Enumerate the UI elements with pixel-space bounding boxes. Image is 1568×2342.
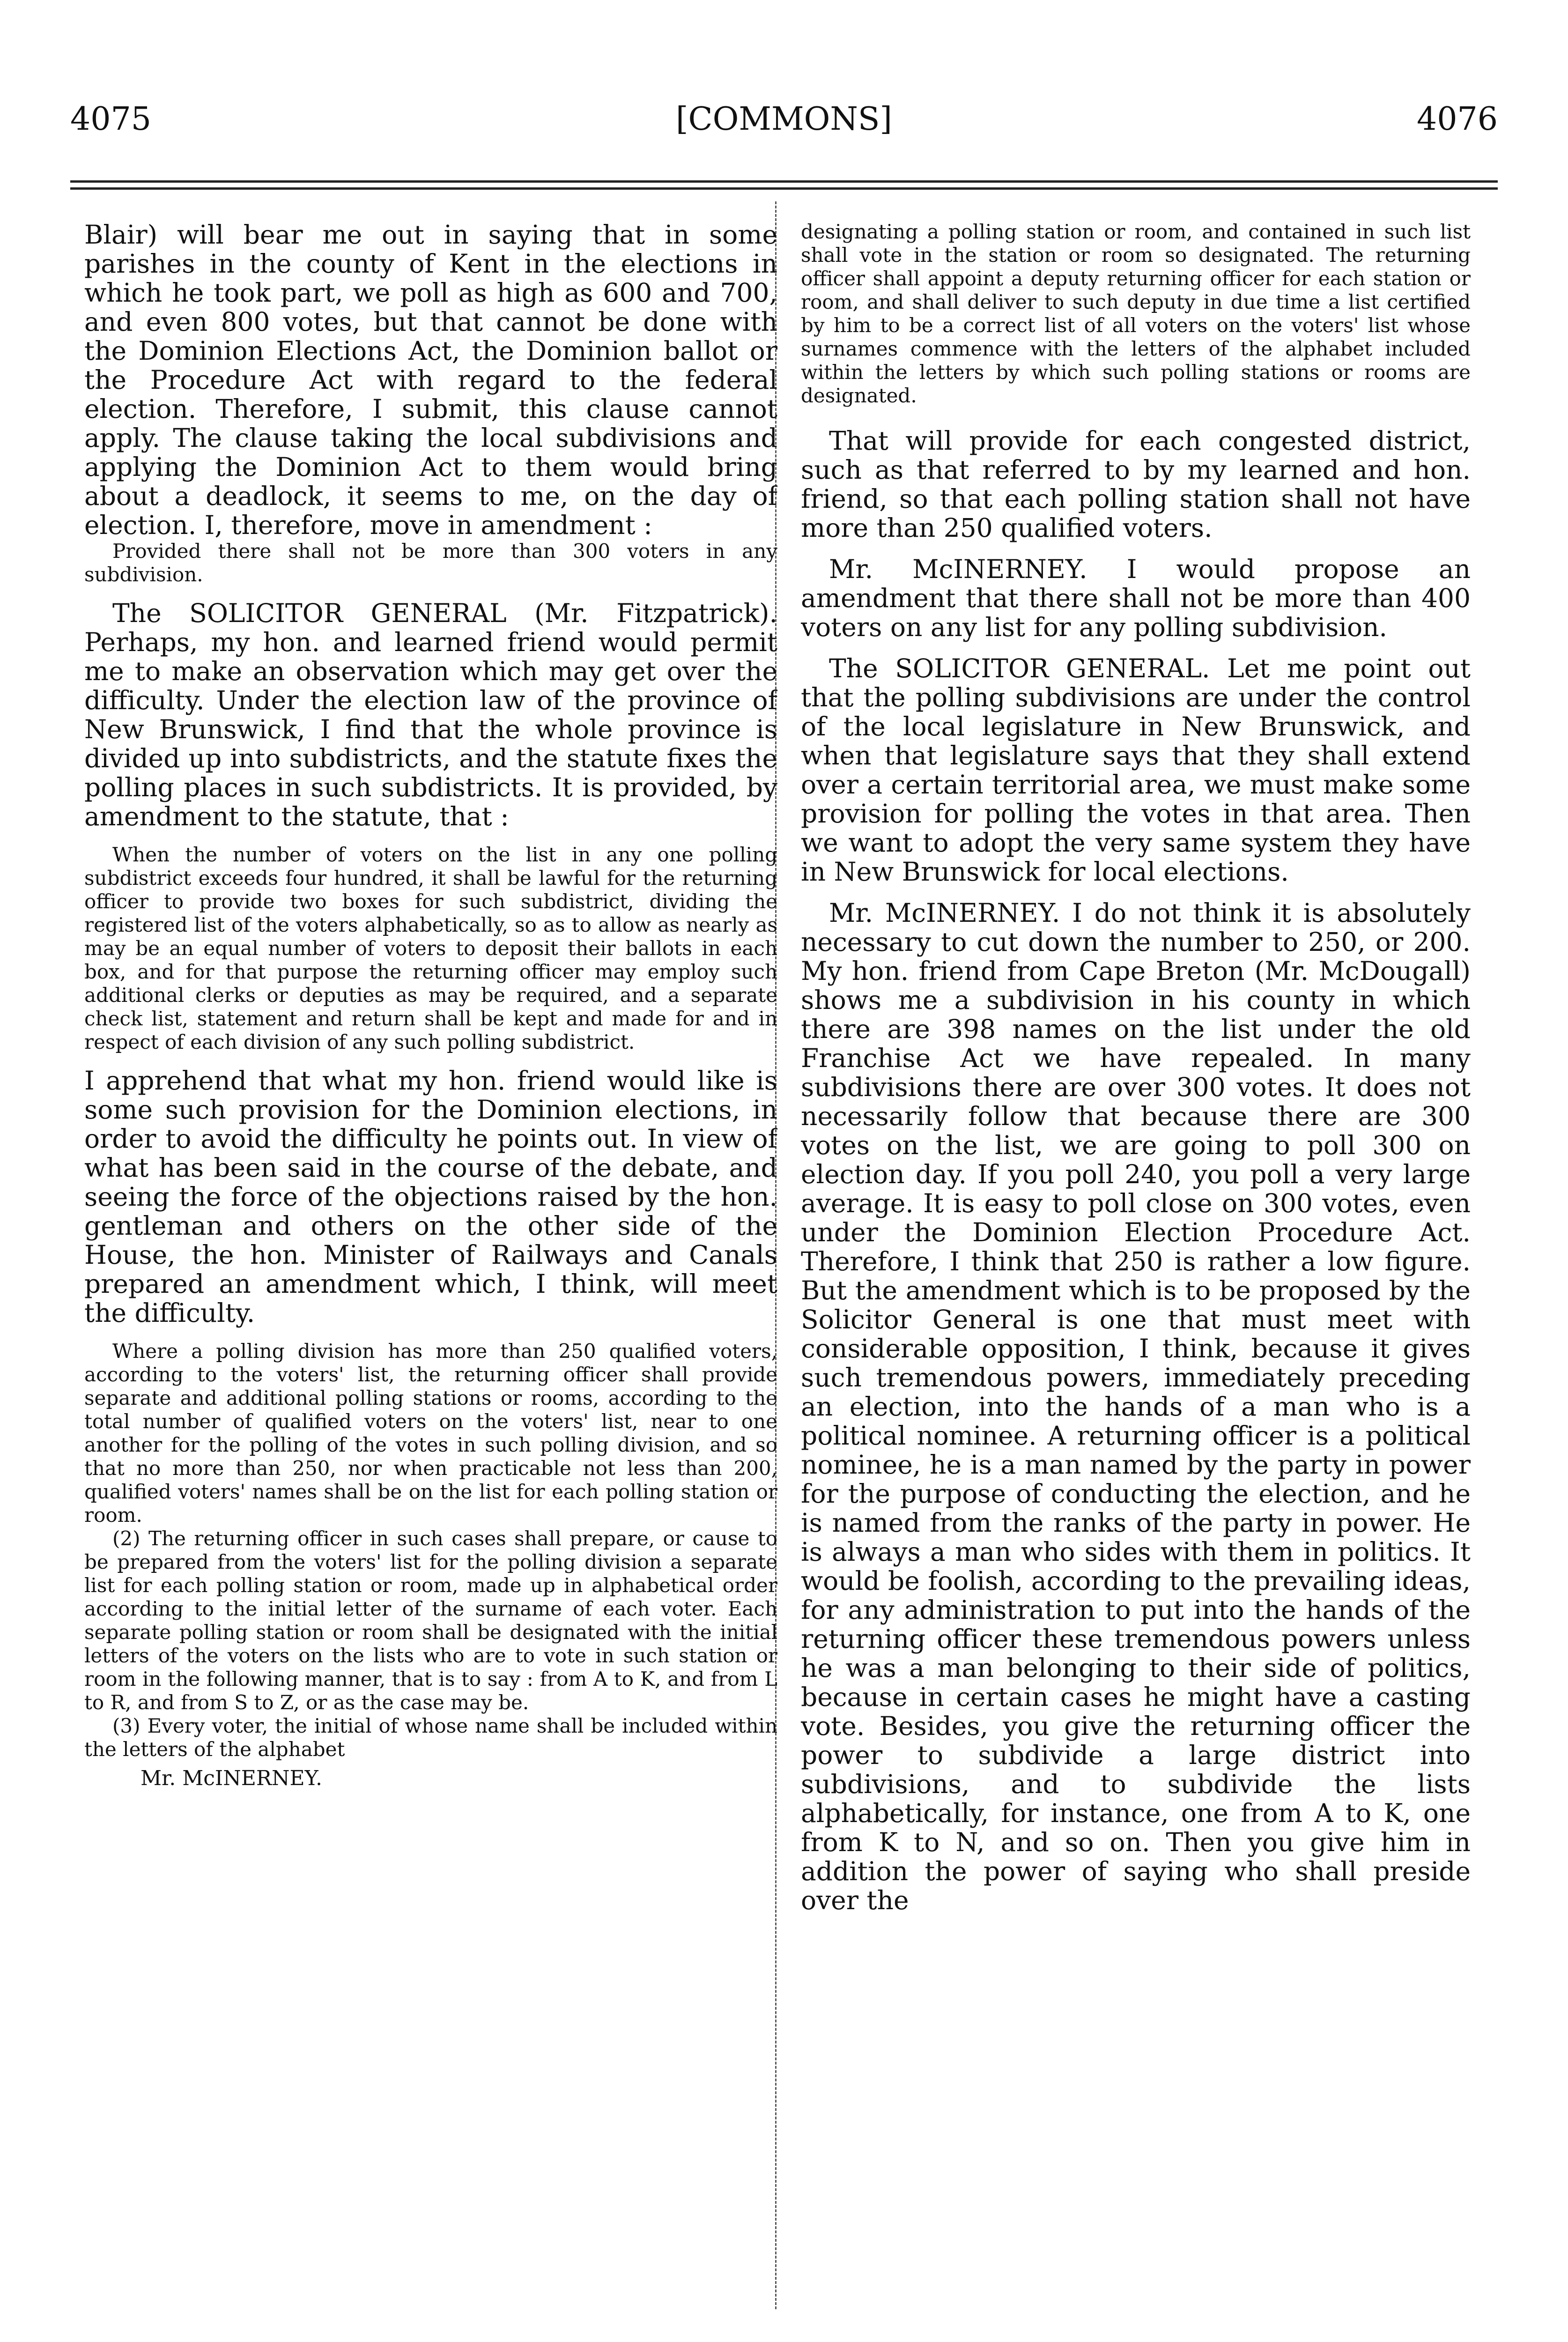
header-rule-bottom: [70, 187, 1498, 190]
header-rule-top: [70, 180, 1498, 183]
left-column: [84, 220, 777, 2314]
left-paragraph-3: The SOLICITOR GENERAL (Mr. Fitzpatrick). Perhaps, my hon. and learned friend would permit me to make an observation which may get over the difficulty. Under the election law of the province of New Brunswick, I find that the whole province is divided up into subdistricts, and the statute fixes the polling places in such subdistricts. It is provided, by amendment to the statute, that :: [84, 598, 777, 831]
left-paragraph-5: I apprehend that what my hon. friend would like is some such provision for the Dominion elections, in order to avoid the difficulty he points out. In view of what has been said in the course of the debate, and seeing the force of the objections raised by the hon. gentleman and others on the other side of the House, the hon. Minister of Railways and Canals prepared an amendment which, I think, will meet the difficulty.: [84, 1066, 777, 1328]
page-header: [70, 101, 1498, 143]
right-paragraph-4: The SOLICITOR GENERAL. Let me point out that the polling subdivisions are under the control of the local legislature in New Brunswick, and when that legislature says that they shall extend over a certain territorial area, we must make some provision for polling the votes in that area. Then we want to adopt the very same system they have in New Brunswick for local elections.: [801, 653, 1471, 887]
right-paragraph-5: Mr. McINERNEY. I do not think it is absolutely necessary to cut down the number to 250, or 200. My hon. friend from Cape Breton (Mr. McDougall) shows me a subdivision in his county in which there are 398 names on the list under the old Franchise Act we have repealed. In many subdivisions there are over 300 votes. It does not necessarily follow that because there are 300 votes on the list, we are going to poll 300 on election day. If you poll 240, you poll a very large average. It is easy to poll close on 300 votes, even under the Dominion Election Procedure Act. Therefore, I think that 250 is rather a low figure. But the amendment which is to be proposed by the Solicitor General is one that must meet with considerable opposition, I think, because it gives such tremendous powers, immediately preceding an election, into the hands of a man who is a political nominee. A returning officer is a political nominee, he is a man named by the party in power for the purpose of conducting the election, and he is named from the ranks of the party in power. He is always a man who sides with them in politics. It would be foolish, according to the prevailing ideas, for any administration to put into the hands of the returning officer these tremendous powers unless he was a man belonging to their side of politics, because in certain cases he might have a casting vote. Besides, you give the returning officer the power to subdivide a large district into subdivisions, and to subdivide the lists alphabetically, for instance, one from A to K, one from K to N, and so on. Then you give him in addition the power of saying who shall preside over the: [801, 898, 1471, 1915]
footer-speaker-name: Mr. McINERNEY.: [141, 1766, 323, 1790]
left-paragraph-1: Blair) will bear me out in saying that in some parishes in the county of Kent in the elections in which he took part, we poll as high as 600 and 700, and even 800 votes, but that cannot be done with the Dominion Elections Act, the Dominion ballot or the Procedure Act with regard to the federal election. Therefore, I submit, this clause cannot apply. The clause taking the local subdivisions and applying the Dominion Act to them would bring about a deadlock, it seems to me, on the day of election. I, therefore, move in amendment :: [84, 220, 777, 540]
right-page-number: 4076: [1416, 101, 1498, 138]
right-column: [801, 220, 1471, 2314]
right-paragraph-2: That will provide for each congested district, such as that referred to by my learned and hon. friend, so that each polling station shall not have more than 250 qualified voters.: [801, 426, 1471, 543]
right-quote-continued: designating a polling station or room, and contained in such list shall vote in the station or room so designated. The returning officer shall appoint a deputy returning officer for each station or room, and shall deliver to such deputy in due time a list certified by him to be a correct list of all voters on the voters' list whose surnames commence with the letters of the alphabet included within the letters by which such polling stations or rooms are designated.: [801, 220, 1471, 407]
left-quote-proposed-1: Where a polling division has more than 250 qualified voters, according to the voters' list, the returning officer shall provide separate and additional polling stations or rooms, according to the total number of qualified voters on the voters' list, near to one another for the polling of the votes in such polling division, and so that no more than 250, nor when practicable not less than 200, qualified voters' names shall be on the list for each polling station or room.: [84, 1340, 777, 1527]
left-quote-nb-statute: When the number of voters on the list in any one polling subdistrict exceeds four hundred, it shall be lawful for the returning officer to provide two boxes for such subdistrict, dividing the registered list of the voters alphabetically, so as to allow as nearly as may be an equal number of voters to deposit their ballots in each box, and for that purpose the returning officer may employ such additional clerks or deputies as may be required, and a separate check list, statement and return shall be kept and made for and in respect of each division of any such polling subdistrict.: [84, 843, 777, 1053]
left-quote-proposed-3: (3) Every voter, the initial of whose name shall be included within the letters of the alphabet: [84, 1714, 777, 1761]
page-title: [COMMONS]: [676, 101, 892, 138]
right-paragraph-3: Mr. McINERNEY. I would propose an amendment that there shall not be more than 400 voters on any list for any polling subdivision.: [801, 554, 1471, 642]
left-quote-amendment: Provided there shall not be more than 300 voters in any subdivision.: [84, 540, 777, 586]
left-page-number: 4075: [70, 101, 152, 138]
left-quote-proposed-2: (2) The returning officer in such cases shall prepare, or cause to be prepared from the voters' list for the polling division a separate list for each polling station or room, made up in alphabetical order according to the initial letter of the surname of each voter. Each separate polling station or room shall be designated with the initial letters of the voters on the lists who are to vote in such station or room in the following manner, that is to say : from A to K, and from L to R, and from S to Z, or as the case may be.: [84, 1527, 777, 1714]
